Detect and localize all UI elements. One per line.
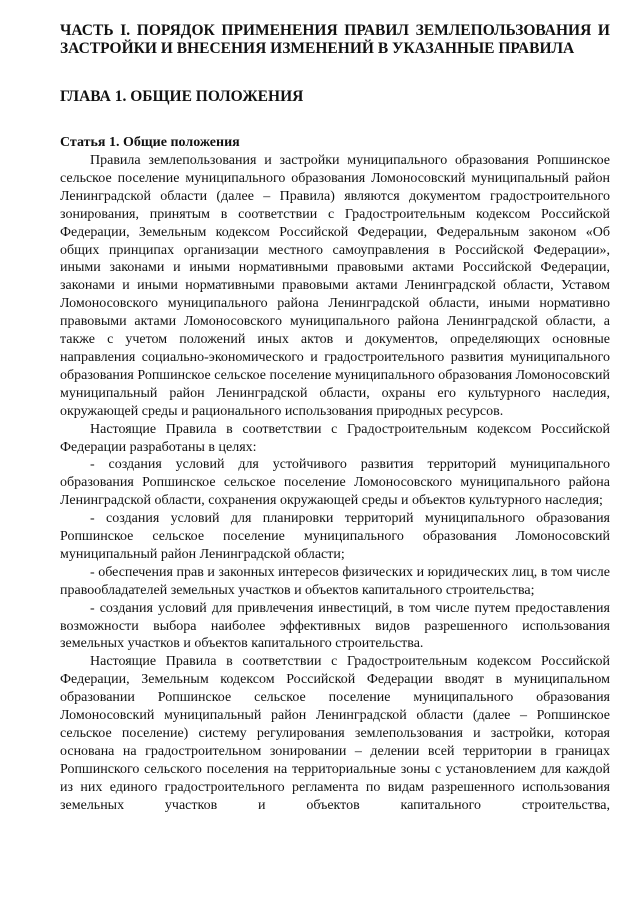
- list-item-goal-rights-protection: - обеспечения прав и законных интересов физических и юридических лиц, в том числе правообладателей земельных участков и объектов капитального строительства;: [60, 564, 610, 598]
- paragraph-zoning-system: Настоящие Правила в соответствии с Градостроительным кодексом Российской Федерации, Земельным кодексом Российской Федерации вводят в муниципальном образовании Ропшинское сельское поселение муниципального образования Ломоносовский муниципальный район Ленинградской области (далее – Ропшинское сельское поселение) систему регулирования землепользования и застройки, которая основана на градостроительном зонировании – делении всей территории в границах Ропшинского сельского поселения на территориальные зоны с установлением для каждой из них единого градостроительного регламента по видам разрешенного использования земельных участков и объектов капитального строительства,: [60, 654, 610, 813]
- list-item-goal-sustainable-development: - создания условий для устойчивого развития территорий муниципального образования Ропшинское сельское поселение Ломоносовского муниципального района Ленинградской области, сохранения окружающей среды и объектов культурного наследия;: [60, 457, 610, 509]
- part-title: ЧАСТЬ I. ПОРЯДОК ПРИМЕНЕНИЯ ПРАВИЛ ЗЕМЛЕПОЛЬЗОВАНИЯ И ЗАСТРОЙКИ И ВНЕСЕНИЯ ИЗМЕНЕНИЙ В УКАЗАННЫЕ ПРАВИЛА: [60, 22, 610, 57]
- paragraph-goals-intro: Настоящие Правила в соответствии с Градостроительным кодексом Российской Федерации разработаны в целях:: [60, 421, 610, 455]
- list-item-goal-investment: - создания условий для привлечения инвестиций, в том числе путем предоставления возможности выбора наиболее эффективных видов разрешенного использования земельных участков и объектов капитального строительства.: [60, 600, 610, 652]
- article-title: Статья 1. Общие положения: [60, 135, 240, 150]
- chapter-title: ГЛАВА 1. ОБЩИЕ ПОЛОЖЕНИЯ: [60, 88, 304, 105]
- list-item-goal-territory-planning: - создания условий для планировки территорий муниципального образования Ропшинское сельское поселение муниципального образования Ломоносовский муниципальный район Ленинградской области;: [60, 511, 610, 562]
- paragraph-rules-definition: Правила землепользования и застройки муниципального образования Ропшинское сельское поселение муниципального образования Ломоносовский муниципальный район Ленинградской области (далее – Правила) являются документом градостроительного зонирования, принятым в соответствии с Градостроительным кодексом Российской Федерации, Земельным кодексом Российской Федерации, Федеральным законом «Об общих принципах организации местного самоуправления в Российской Федерации», иными законами и иными нормативными правовыми актами Российской Федерации, законами и иными нормативными правовыми актами Ленинградской области, Уставом Ломоносовского муниципального района Ленинградской области, иными нормативно правовыми актами Ломоносовского муниципального района Ленинградской области, а также с учетом положений иных актов и документов, определяющих основные направления социально-экономического и градостроительного развития муниципального образования Ропшинское сельское поселение муниципального образования Ломоносовский муниципальный район Ленинградской области, охраны его культурного наследия, окружающей среды и рационального использования природных ресурсов.: [60, 153, 610, 419]
